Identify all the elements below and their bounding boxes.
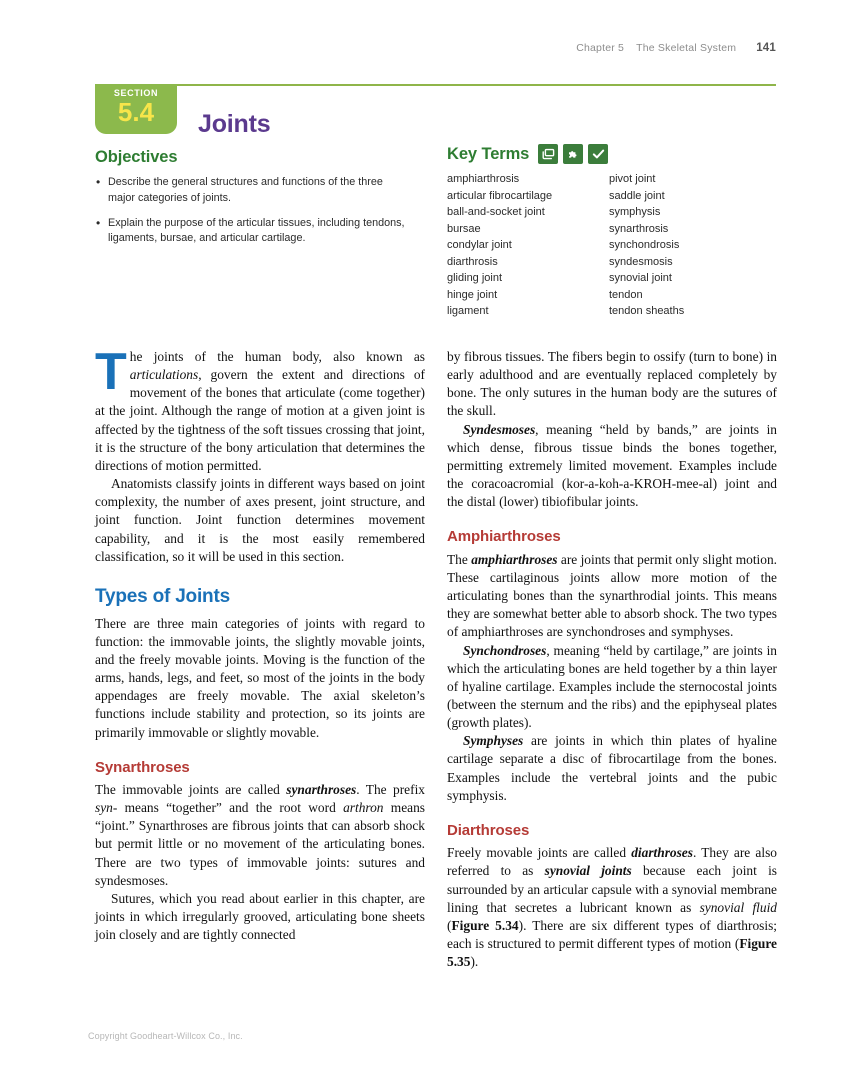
- synarthroses-heading: Synarthroses: [95, 758, 190, 776]
- page-number: 141: [756, 42, 776, 54]
- intro-paragraph: [95, 343, 425, 475]
- key-term: symphysis: [609, 206, 661, 218]
- intro-italic-term: articulations: [129, 367, 199, 383]
- key-term: condylar joint: [447, 239, 512, 251]
- key-term: tendon sheaths: [609, 305, 685, 317]
- syn-c: means “together” and the root word: [117, 800, 344, 816]
- amphiarthroses-paragraph: [447, 551, 777, 642]
- flashcards-icon[interactable]: [538, 144, 558, 164]
- dia-b: . They are also referred to as: [447, 845, 777, 879]
- anatomists-paragraph: Anatomists classify joints in different ways based on joint complexity, the number of axes present, joint structure, and joint function. Joint function determines movement capability, and it is the most easily remembered classification, so it will be used in this section.: [95, 476, 425, 564]
- key-terms-header-row: [447, 144, 777, 164]
- figure-reference-534[interactable]: Figure 5.34: [451, 917, 519, 933]
- key-term: ligament: [447, 305, 489, 317]
- objectives-heading: Objectives: [95, 148, 178, 166]
- running-head-chapter-title: The Skeletal System: [636, 42, 737, 54]
- key-term: gliding joint: [447, 272, 503, 284]
- dia-c: because each joint is surrounded by an articular capsule with a synovial membrane lining that secretes a lubricant known as: [447, 863, 778, 915]
- objective-item: • Describe the general structures and functions of the three major categories of joints.: [95, 175, 405, 207]
- key-term: synarthrosis: [609, 222, 669, 235]
- syn-prefix: syn-: [95, 800, 118, 816]
- synarthroses-paragraph-1: [95, 781, 425, 890]
- key-term: synovial joint: [609, 272, 672, 284]
- syn-root: arthron: [343, 800, 384, 816]
- intro-tail: , govern the extent and directions of movement of the bones that articulate (come together) at the joint. Although the range of motion at a given joint is affected by the tightness of the soft tissues crossing that joint, it is the structure of the bony articulation that determines the directions of motion permitted.: [95, 367, 425, 473]
- key-term: ball-and-socket joint: [447, 206, 545, 218]
- sutures-continuation-paragraph: by fibrous tissues. The fibers begin to ossify (turn to bone) in early adulthood and are eventually replaced completely by bone. The only sutures in the human body are the sutures of the skull.: [447, 349, 777, 419]
- checkmark-icon[interactable]: [588, 144, 608, 164]
- objectives-block: [95, 148, 405, 256]
- dia-e: ). There are six different types of diarthrosis; each is structured to permit different types of motion (: [447, 917, 778, 951]
- dia-f: ).: [470, 954, 479, 970]
- syndesmoses-term: Syndesmoses: [463, 421, 536, 437]
- key-terms-icon-group: [538, 144, 608, 164]
- section-badge: [95, 84, 177, 134]
- key-term: diarthrosis: [447, 255, 498, 268]
- body-column-right: [447, 348, 777, 971]
- symphyses-term: Symphyses: [463, 733, 524, 749]
- key-terms-columns: [447, 171, 777, 320]
- types-paragraph: There are three main categories of joints with regard to function: the immovable joints, the slightly movable joints, and the freely movable joints. Moving is the function of the arms, hands, legs, and feet, so most of the joints in the body appendages are freely movable. The axial skeleton’s functions include stability and protection, so its joints are primarily immovable or slightly movable.: [95, 615, 425, 740]
- body-column-left: [95, 343, 425, 944]
- amph-a: The: [447, 551, 472, 567]
- synchondroses-paragraph: [447, 642, 777, 733]
- diarthroses-heading: Diarthroses: [447, 821, 530, 839]
- syndesmoses-text: , meaning “held by bands,” are joints in which dense, fibrous tissue binds the bones together, permitting extremely limited movement. Examples include the coracoacromial (kor-a-koh-a-KROH-mee-al) joint and the distal (lower) tibiofibular joints.: [447, 421, 777, 510]
- diarthroses-term: diarthroses: [631, 845, 693, 861]
- syn-d: means “joint.” Synarthroses are fibrous joints that can absorb shock but permit little or no movement of the articulating bones. There are two types of immovable joints: sutures and syndesmoses.: [95, 800, 425, 888]
- section-kicker: SECTION: [113, 88, 159, 98]
- amphiarthroses-heading: Amphiarthroses: [447, 528, 561, 546]
- puzzle-piece-icon[interactable]: [563, 144, 583, 164]
- running-head: [576, 42, 776, 54]
- syn-a: The immovable joints are called: [95, 782, 287, 798]
- key-terms-block: [447, 144, 777, 320]
- figure-reference-535[interactable]: Figure 5.35: [447, 936, 777, 970]
- key-term: pivot joint: [609, 173, 656, 185]
- key-term: syndesmosis: [609, 255, 673, 268]
- synchondroses-term: Synchondroses: [463, 642, 547, 658]
- key-term: amphiarthrosis: [447, 173, 520, 185]
- key-terms-heading: Key Terms: [447, 144, 530, 163]
- key-term: bursae: [447, 222, 481, 235]
- symphyses-paragraph: [447, 732, 777, 805]
- drop-cap: T: [95, 343, 127, 401]
- syn-b: . The prefix: [356, 782, 425, 798]
- key-term: synchondrosis: [609, 239, 680, 251]
- section-number: 5.4: [117, 97, 155, 127]
- dia-a: Freely movable joints are called: [447, 845, 632, 861]
- amphiarthroses-term: amphiarthroses: [471, 551, 558, 567]
- intro-lead: he joints of the human body, also known as: [129, 349, 425, 364]
- key-term: tendon: [609, 288, 643, 301]
- synovial-joints-term: synovial joints: [544, 863, 632, 879]
- amph-b: are joints that permit only slight motion. These cartilaginous joints allow more motion of the articulating bones than the synarthrodial joints. This means they are somewhat better able to absorb shock. The two types of amphiarthroses are synchondroses and symphyses.: [447, 551, 778, 640]
- key-terms-column-right: [609, 171, 769, 320]
- types-of-joints-heading: Types of Joints: [95, 585, 230, 607]
- synovial-fluid-term: synovial fluid: [699, 899, 778, 915]
- syndesmoses-paragraph: [447, 421, 777, 512]
- copyright-notice: Copyright Goodheart-Willcox Co., Inc.: [88, 1031, 243, 1041]
- running-head-chapter-number: Chapter 5: [576, 42, 625, 54]
- synchondroses-text: , meaning “held by cartilage,” are joints in which the articulating bones are held together by a thin layer of hyaline cartilage. Examples include the sternocostal joints (between the sternum and the ribs) and the epiphyseal plates (growth plates).: [447, 642, 777, 731]
- objective-item: • Explain the purpose of the articular tissues, including tendons, ligaments, bursae, and articular cartilage.: [95, 216, 405, 248]
- key-terms-column-left: [447, 171, 609, 320]
- page-title: Joints: [198, 109, 271, 138]
- key-term: hinge joint: [447, 288, 498, 301]
- symphyses-text: are joints in which thin plates of hyaline cartilage separate a disc of fibrocartilage from the bones. Examples include the vertebral joints and the pubic symphysis.: [447, 733, 777, 803]
- diarthroses-paragraph: [447, 844, 777, 971]
- section-divider-rule: [95, 84, 776, 86]
- synarthroses-paragraph-2: Sutures, which you read about earlier in this chapter, are joints in which irregularly grooved, articulating bone sheets join closely and are tightly connected: [95, 890, 425, 943]
- key-term: articular fibrocartilage: [447, 189, 553, 202]
- objectives-list: [95, 175, 405, 247]
- syn-term: synarthroses: [286, 782, 357, 798]
- key-term: saddle joint: [609, 189, 665, 202]
- dia-d: (: [447, 917, 452, 933]
